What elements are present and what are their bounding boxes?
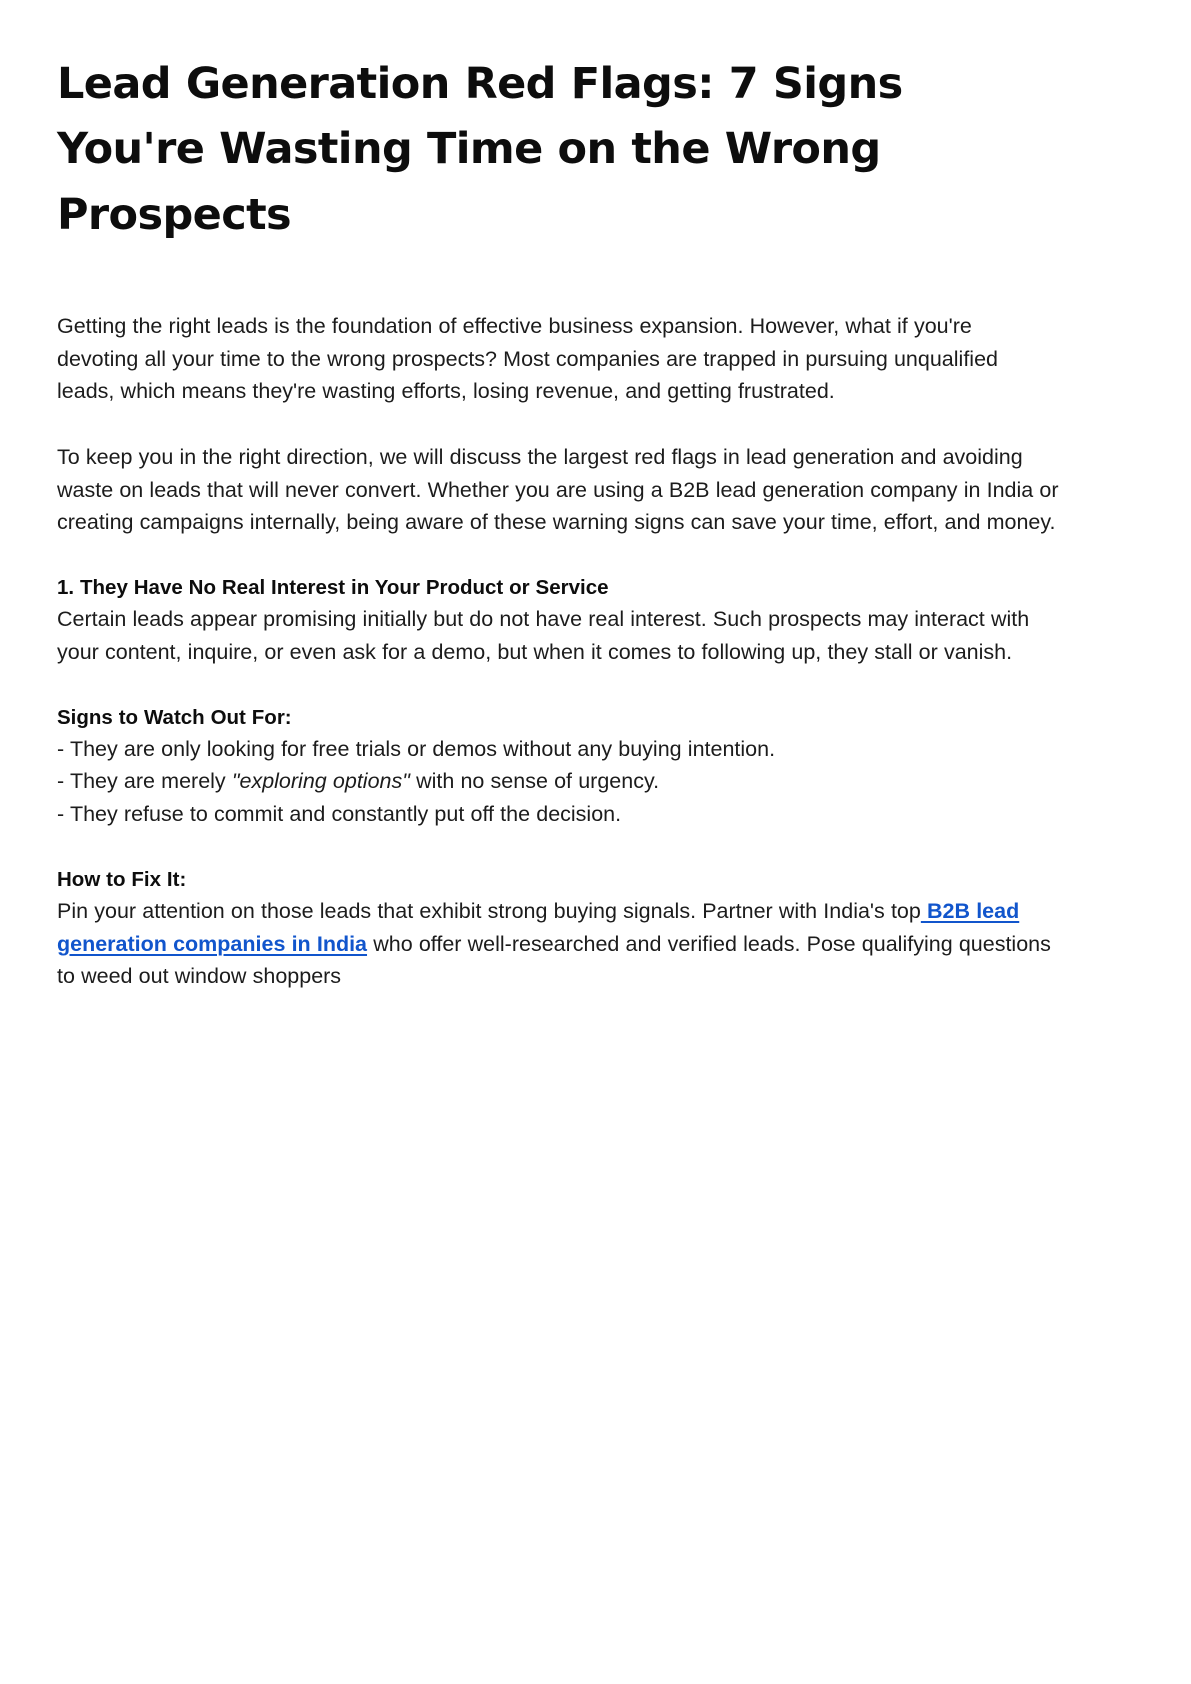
- fix-heading: How to Fix It:: [57, 867, 187, 891]
- fix-body-after-link: who offer well-researched and verified leads. Pose qualifying questions to weed out window shoppers: [57, 931, 1051, 989]
- signs-list-item-2-suffix: with no sense of urgency.: [409, 769, 660, 794]
- signs-list-item-2-prefix: - They are merely: [57, 769, 232, 794]
- signs-block: [57, 702, 1059, 831]
- page-title: Lead Generation Red Flags: 7 Signs You're Wasting Time on the Wrong Prospects: [57, 59, 903, 240]
- document-body: [57, 310, 1059, 993]
- fix-block: [57, 864, 1059, 993]
- intro-paragraph-1: Getting the right leads is the foundation of effective business expansion. However, what if you're devoting all your time to the wrong prospects? Most companies are trapped in pursuing unqualified leads, which means they're wasting efforts, losing revenue, and getting frustrated.: [57, 314, 998, 404]
- signs-heading: Signs to Watch Out For:: [57, 705, 292, 729]
- fix-body-before-link: Pin your attention on those leads that exhibit strong buying signals. Partner with India's top: [57, 898, 921, 923]
- signs-list-item-1: - They are only looking for free trials or demos without any buying intention.: [57, 736, 776, 761]
- signs-list-item-2: [57, 765, 1059, 798]
- b2b-lead-generation-companies-link[interactable]: B2B lead generation companies in India: [57, 898, 1020, 956]
- section-1-body: Certain leads appear promising initially but do not have real interest. Such prospects may interact with your content, inquire, or even ask for a demo, but when it comes to following up, they stall or vanish.: [57, 607, 1030, 664]
- section-1-heading: 1. They Have No Real Interest in Your Product or Service: [57, 576, 609, 600]
- section-1-block: [57, 572, 1059, 669]
- intro-paragraph-2: To keep you in the right direction, we will discuss the largest red flags in lead generation and avoiding waste on leads that will never convert. Whether you are using a B2B lead generation company in India or creating campaigns internally, being aware of these warning signs can save your time, effort, and money.: [57, 445, 1059, 535]
- signs-list-item-3: - They refuse to commit and constantly put off the decision.: [57, 802, 622, 827]
- signs-list-item-2-quote: "exploring options": [231, 769, 410, 794]
